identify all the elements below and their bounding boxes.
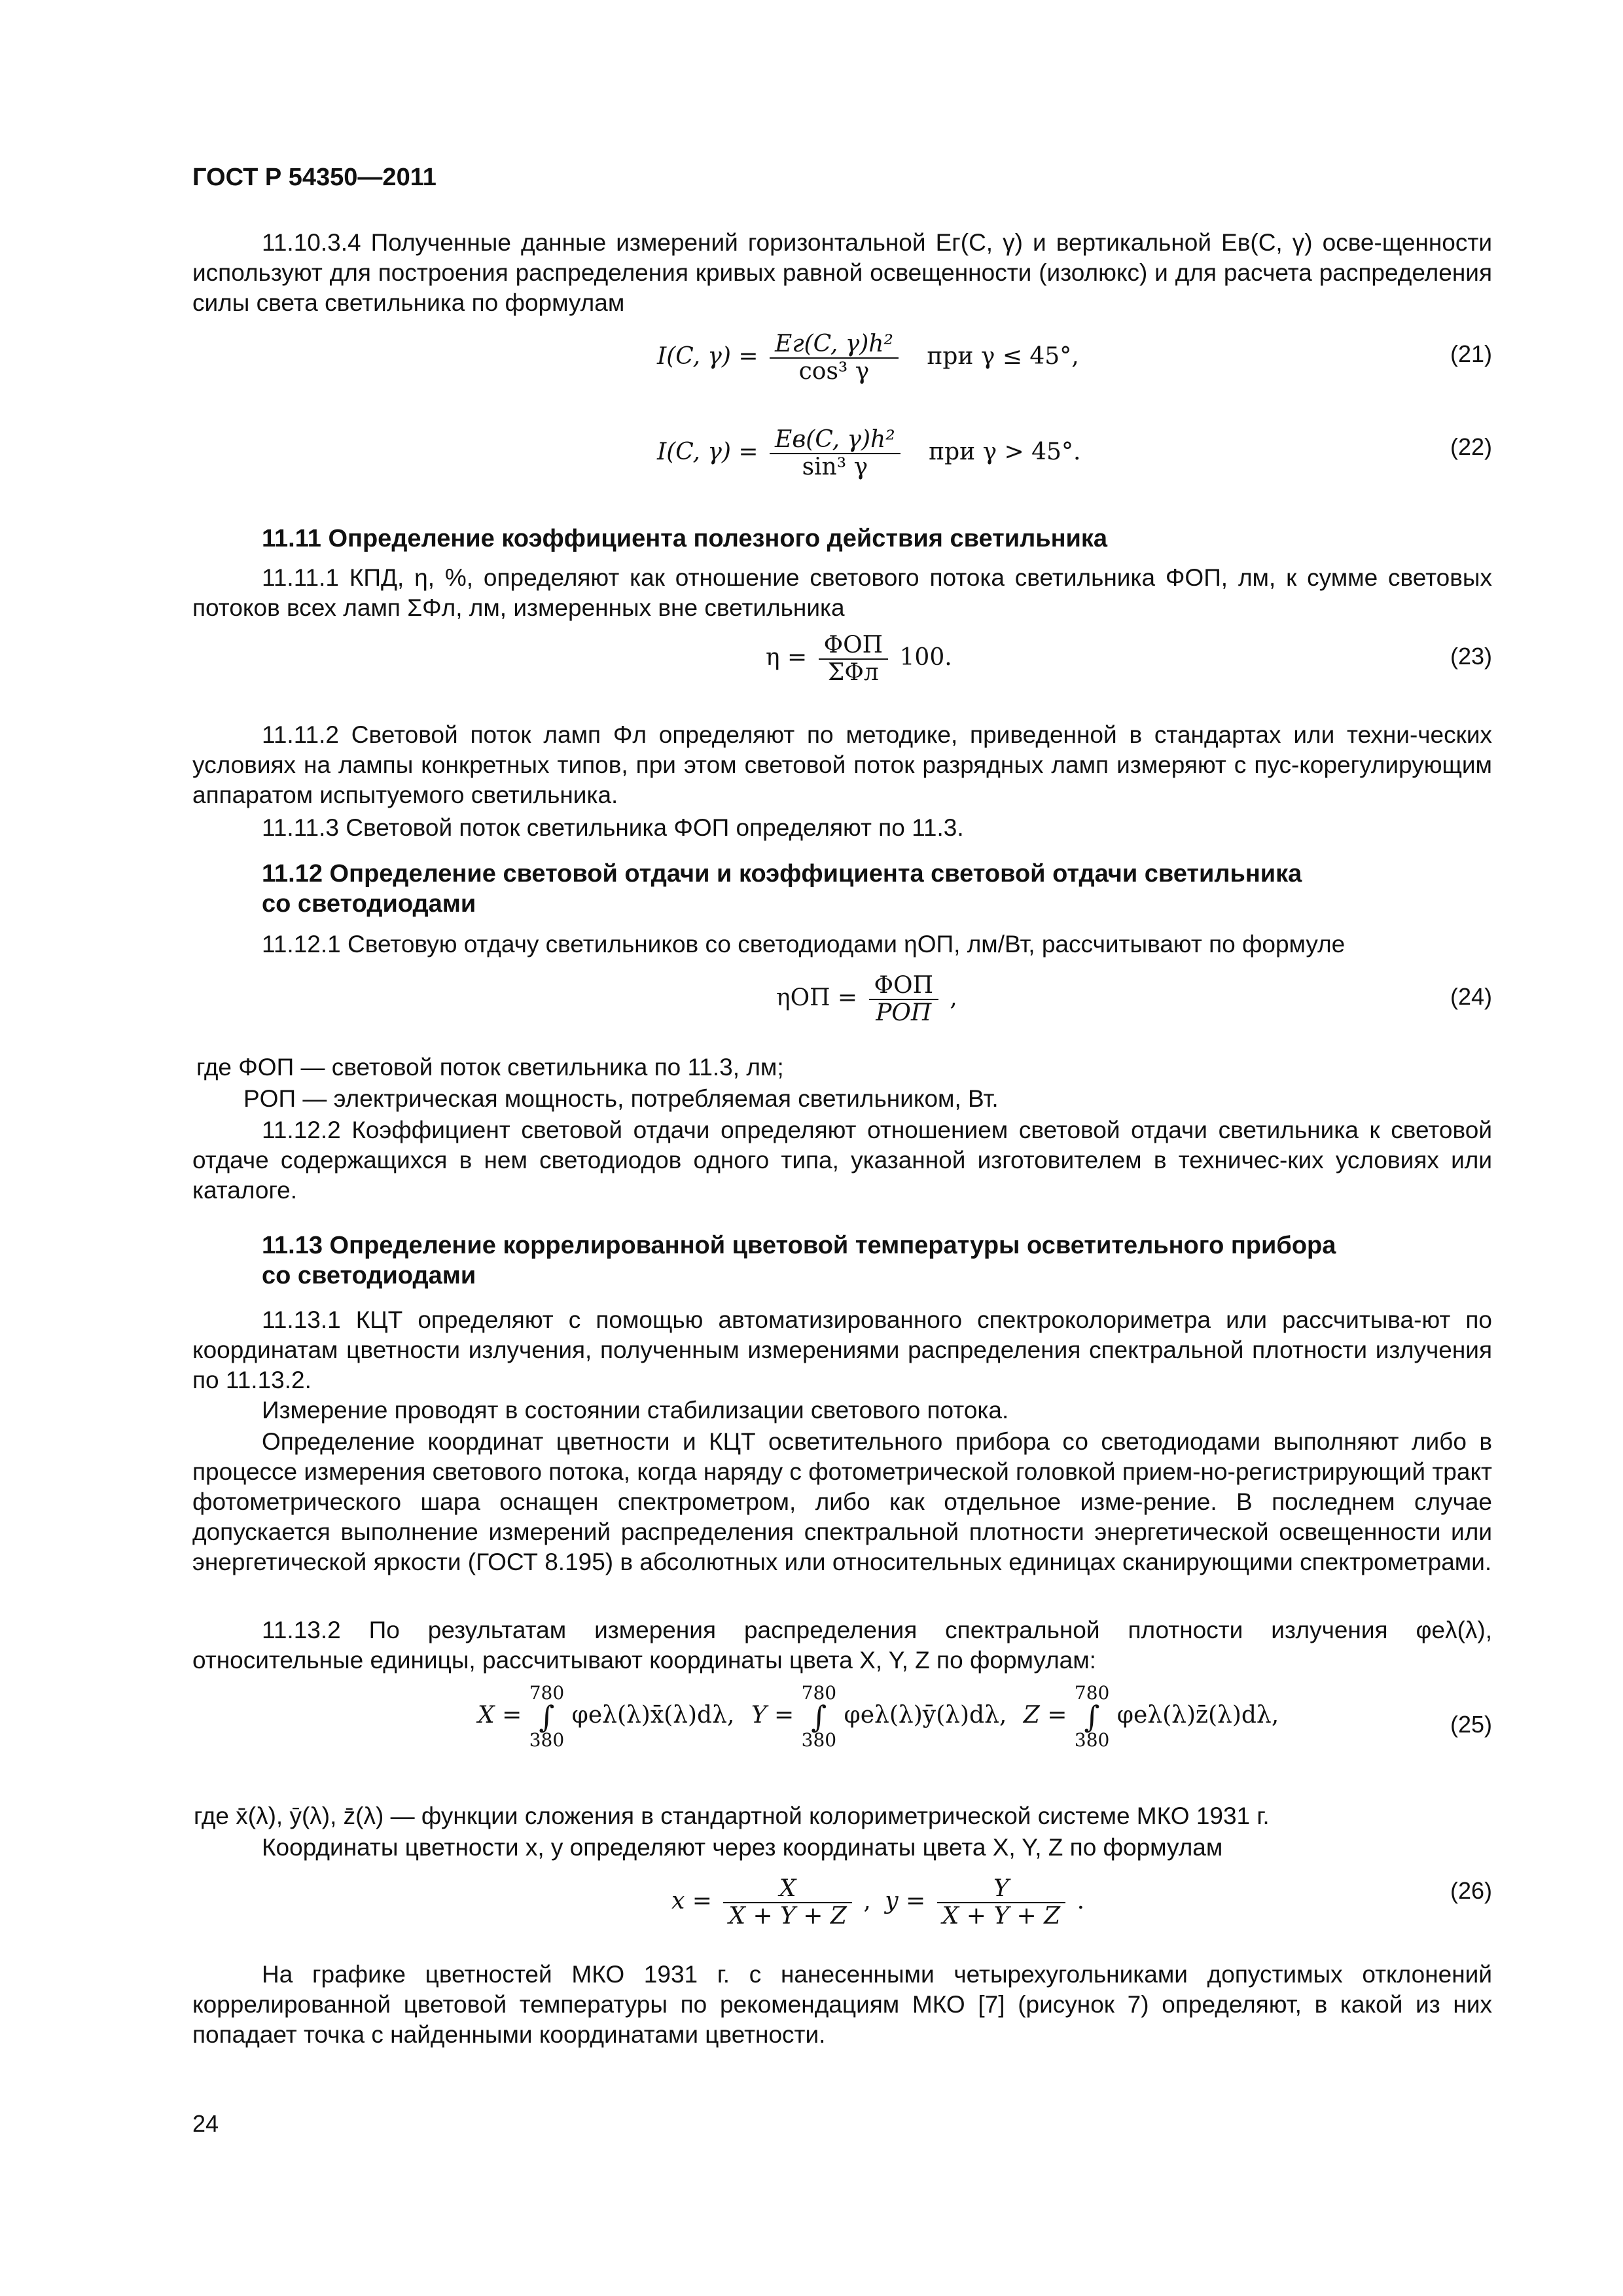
equation-number-22: (22) xyxy=(1450,433,1492,460)
eq26-y-fraction xyxy=(937,1876,1066,1929)
eq25-y-integral xyxy=(802,1683,836,1750)
integral-sign: ∫ xyxy=(1084,1699,1100,1734)
equation-24 xyxy=(776,973,957,1026)
eq26-x-fraction xyxy=(723,1876,852,1929)
paragraph-11-11-1 xyxy=(192,563,1492,623)
heading-line-2: со светодиодами xyxy=(262,1262,476,1289)
paragraph-text: 11.12.2 Коэффициент световой отдачи определяют отношением световой отдачи светильника к световой отдаче содержащихся в нем светодиодов одного типа, указанной изготовителем в техничес-ких условиях или каталоге. xyxy=(192,1117,1492,1204)
paragraph-coordinates xyxy=(192,1427,1492,1577)
paragraph-11-12-1 xyxy=(192,929,1492,960)
paragraph-chromaticity xyxy=(192,1833,1492,1863)
eq21-lhs: I(C, γ) = xyxy=(657,343,758,370)
eq23-lhs: η = xyxy=(766,644,808,671)
paragraph-text: Определение координат цветности и КЦТ осветительного прибора со светодиодами выполняют либо в процессе измерения светового потока, когда наряду с фотометрической головкой прием-но-регистрирующий тракт фотометрического шара оснащен спектрометром, либо как отдельное изме-рение. В последнем случае допускается выполнение измерений распределения спектральной плотности энергетической освещенности или энергетической яркости (ГОСТ 8.195) в абсолютных или относительных единицах сканирующими спектрометрами. xyxy=(192,1428,1492,1575)
eq22-numerator: Eв(C, γ)h² xyxy=(770,427,901,454)
eq22-lhs: I(C, γ) = xyxy=(657,439,758,465)
equation-26: x = $\frac{X}{X + Y + Z}$ , y = $\frac{Y}{X + Y + Z}$ . xyxy=(671,1875,1085,1929)
heading-text: 11.11 Определение коэффициента полезного действия светильника xyxy=(262,525,1108,552)
eq24-lhs: ηОП = xyxy=(776,984,858,1011)
integral-lower-limit: 380 xyxy=(801,1729,837,1751)
paragraph-text: 11.11.1 КПД, η, %, определяют как отношение светового потока светильника ΦОП, лм, к сумме световых потоков всех ламп ΣΦл, лм, измеренных вне светильника xyxy=(192,564,1492,621)
integral-upper-limit: 780 xyxy=(1074,1682,1110,1704)
equation-number-23: (23) xyxy=(1450,643,1492,670)
eq22-denominator: sin³ γ xyxy=(802,454,868,480)
heading-line-1: 11.12 Определение световой отдачи и коэффициента световой отдачи светильника xyxy=(262,860,1302,888)
paragraph-text: На графике цветностей МКО 1931 г. с нанесенными четырехугольниками допустимых отклонений коррелированной цветовой температуры по рекомендациям МКО [7] (рисунок 7) определяют, в какой из них попадает точка с найденными координатами цветности. xyxy=(192,1961,1492,2048)
paragraph-text: 11.12.1 Световую отдачу светильников со светодиодами ηОП, лм/Вт, рассчитывают по формуле xyxy=(262,931,1346,958)
eq25-x-lhs: X = xyxy=(478,1702,522,1729)
eq25-z-body: φeλ(λ)z̄(λ)dλ, xyxy=(1116,1702,1279,1729)
heading-line-2: со светодиодами xyxy=(262,890,476,918)
paragraph-text: Измерение проводят в состоянии стабилизации светового потока. xyxy=(262,1397,1009,1424)
eq21-numerator: Eг(C, γ)h² xyxy=(770,331,899,359)
heading-11-11 xyxy=(262,524,1561,554)
eq23-numerator: ΦОП xyxy=(819,632,888,660)
integral-sign: ∫ xyxy=(811,1699,827,1734)
eq22-fraction xyxy=(770,427,901,480)
paragraph-text: Координаты цветности x, y определяют через координаты цвета X, Y, Z по формулам xyxy=(262,1834,1223,1861)
paragraph-text: 11.11.3 Световой поток светильника ΦОП определяют по 11.3. xyxy=(262,814,964,841)
paragraph-final xyxy=(192,1960,1492,2050)
equation-number-26: (26) xyxy=(1450,1877,1492,1904)
eq26-y-denominator: X + Y + Z xyxy=(942,1903,1061,1929)
eq21-fraction xyxy=(770,331,899,385)
standard-code: ГОСТ Р 54350—2011 xyxy=(192,164,437,191)
paragraph-11-13-2 xyxy=(192,1615,1492,1676)
eq26-x-lhs: x = xyxy=(671,1888,712,1914)
eq24-numerator: ΦОП xyxy=(869,973,938,1000)
paragraph-text: 11.11.2 Световой поток ламп Φл определяют по методике, приведенной в стандартах или техни-ческих условиях на лампы конкретных типов, при этом световой поток разрядных ламп измеряют с пус-корегулирующим аппаратом испытуемого светильника. xyxy=(192,721,1492,808)
equation-23 xyxy=(766,632,952,686)
paragraph-text: 11.10.3.4 Полученные данные измерений горизонтальной Eг(C, γ) и вертикальной Eв(C, γ) осве-щенности используют для построения распределения кривых равной освещенности (изолюкс) и для расчета распределения силы света светильника по формулам xyxy=(192,229,1492,316)
definition-phi-op: где ΦОП — световой поток светильника по 11.3, лм; xyxy=(196,1054,784,1081)
equation-22 xyxy=(657,427,1080,480)
equation-number-21: (21) xyxy=(1450,340,1492,367)
eq25-x-body: φeλ(λ)x̄(λ)dλ, xyxy=(571,1702,735,1729)
paragraph-11-11-3 xyxy=(192,813,1492,843)
eq26-y-lhs: y = xyxy=(885,1888,926,1914)
paragraph-text: 11.13.1 КЦТ определяют с помощью автоматизированного спектроколориметра или рассчитыва-ют по координатам цветности излучения, полученным измерениями распределения спектральной плотности излучения по 11.13.2. xyxy=(192,1306,1492,1393)
eq23-denominator: ΣΦл xyxy=(827,659,879,686)
heading-11-13 xyxy=(262,1230,1561,1291)
paragraph-text: 11.13.2 По результатам измерения распределения спектральной плотности излучения φeλ(λ), относительные единицы, рассчитывают координаты цвета X, Y, Z по формулам: xyxy=(192,1617,1492,1674)
eq26-y-numerator: Y xyxy=(937,1876,1066,1903)
eq22-condition: при γ > 45°. xyxy=(929,439,1081,465)
eq26-x-numerator: X xyxy=(723,1876,852,1903)
equation-number-25: (25) xyxy=(1450,1711,1492,1738)
eq25-z-lhs: Z = xyxy=(1023,1702,1067,1729)
eq21-condition: при γ ≤ 45°, xyxy=(927,343,1079,370)
eq23-fraction xyxy=(819,632,888,686)
paragraph-11-10-3-4 xyxy=(192,228,1492,318)
equation-21 xyxy=(657,331,1079,385)
paragraph-11-12-2 xyxy=(192,1115,1492,1206)
eq26-x-denominator: X + Y + Z xyxy=(728,1903,847,1929)
eq25-z-integral xyxy=(1075,1683,1109,1750)
eq24-fraction xyxy=(869,973,938,1026)
integral-upper-limit: 780 xyxy=(529,1682,565,1704)
heading-line-1: 11.13 Определение коррелированной цветовой температуры осветительного прибора xyxy=(262,1232,1336,1259)
heading-11-12 xyxy=(262,859,1561,919)
eq23-rhs: 100. xyxy=(899,644,952,671)
eq25-y-lhs: Y = xyxy=(751,1702,794,1729)
integral-upper-limit: 780 xyxy=(801,1682,837,1704)
eq24-rhs: , xyxy=(950,984,957,1011)
eq25-x-integral xyxy=(529,1683,564,1750)
paragraph-11-13-1 xyxy=(192,1305,1492,1395)
equation-25 xyxy=(478,1683,1279,1750)
integral-sign: ∫ xyxy=(539,1699,555,1734)
integral-lower-limit: 380 xyxy=(1074,1729,1110,1751)
page-number: 24 xyxy=(192,2110,219,2137)
eq21-denominator: cos³ γ xyxy=(798,358,870,385)
paragraph-measurement xyxy=(192,1395,1492,1426)
integral-lower-limit: 380 xyxy=(529,1729,565,1751)
eq24-denominator: PОП xyxy=(876,999,932,1026)
eq25-y-body: φeλ(λ)ȳ(λ)dλ, xyxy=(844,1702,1007,1729)
definition-matching-functions: где x̄(λ), ȳ(λ), z̄(λ) — функции сложения в стандартной колориметрической системе МКО 1931 г. xyxy=(194,1803,1270,1829)
paragraph-11-11-2 xyxy=(192,720,1492,810)
definition-p-op: PОП — электрическая мощность, потребляемая светильником, Вт. xyxy=(243,1085,999,1112)
equation-number-24: (24) xyxy=(1450,983,1492,1010)
